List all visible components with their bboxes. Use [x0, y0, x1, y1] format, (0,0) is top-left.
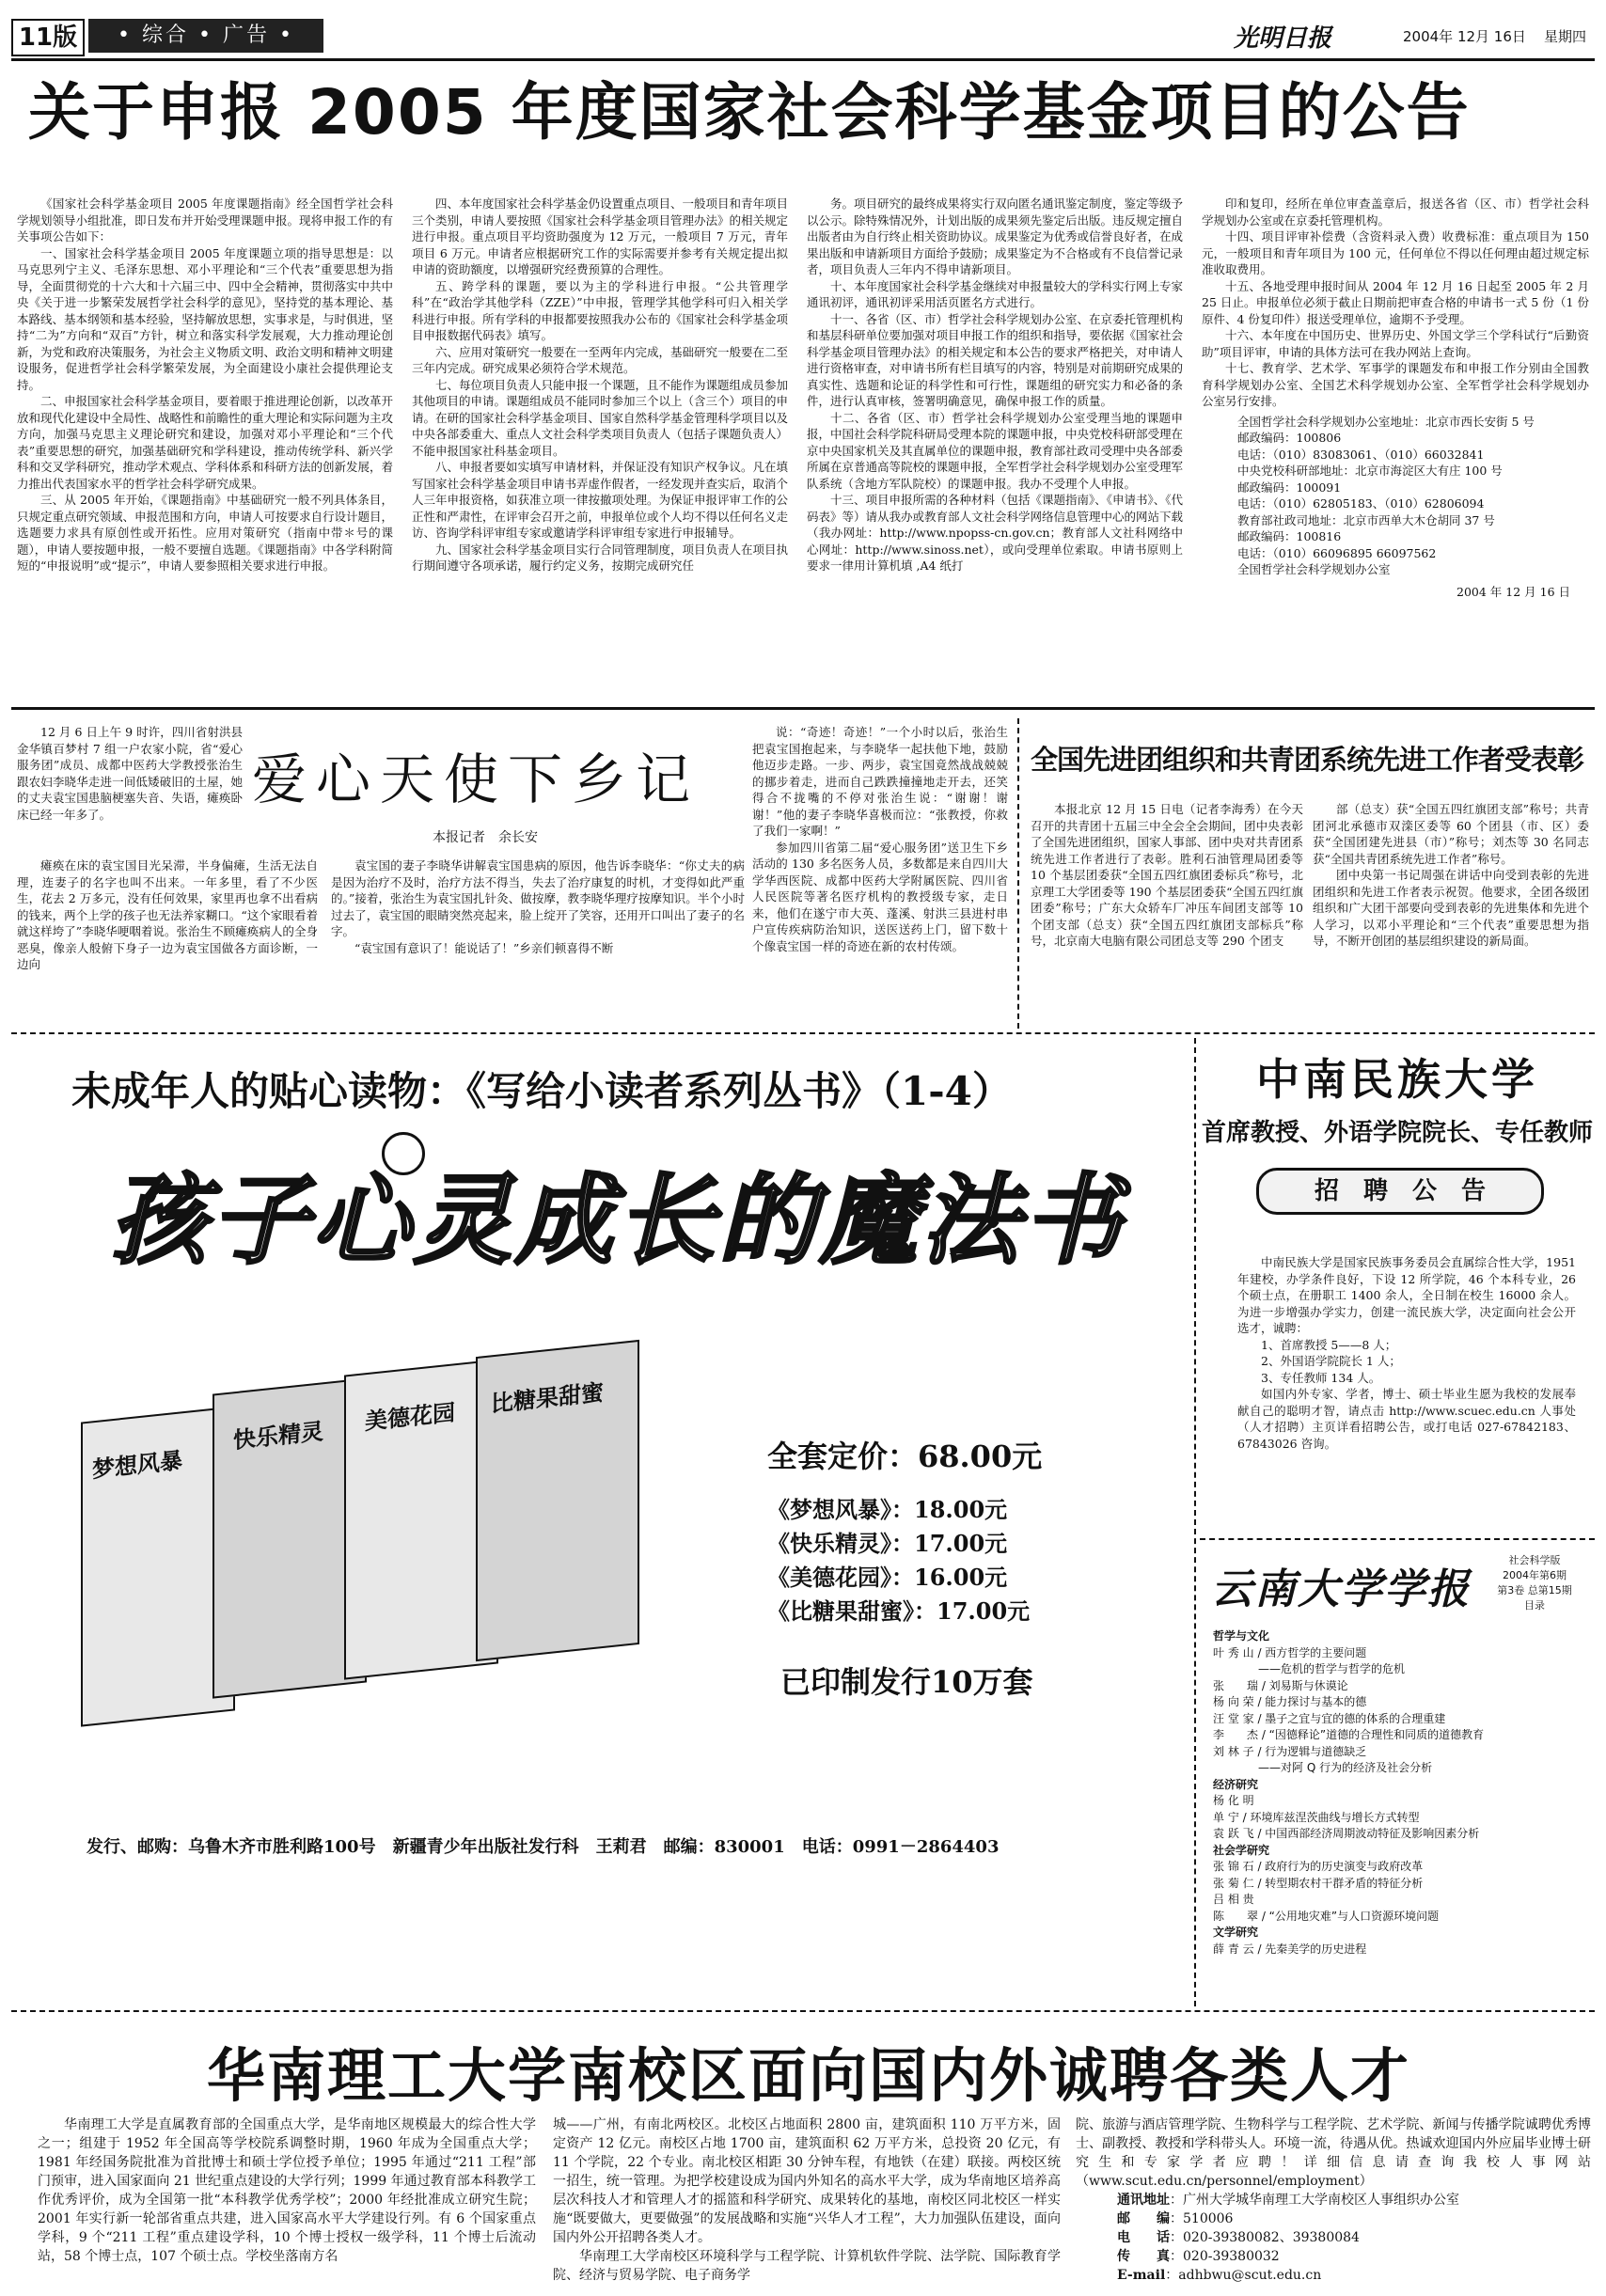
- story-column-1: [17, 724, 243, 856]
- book-cover-4: 比糖果甜蜜: [476, 1340, 639, 1661]
- notice-paragraph: 十七、教育学、艺术学、军事学的课题发布和申报工作分别由全国教育科学规划办公室、全国艺术科学规划办公室、全军哲学社会科学规划办公室另行安排。: [1202, 361, 1589, 408]
- book-price-2: 《快乐精灵》：17.00元: [767, 1530, 1008, 1557]
- muc-list-item: 2、外国语学院院长 1 人；: [1261, 1354, 1401, 1368]
- muc-list-item: 3、专任教师 134 人。: [1261, 1370, 1381, 1385]
- award-paragraph: 部（总支）获“全国五四红旗团支部”称号；共青团河北承德市双滦区委等 60 个团县（市、区）委获“全国团建先进县（市）”称号；刘杰等 30 名同志获“全国共青团系统先进工作者”称号。: [1313, 802, 1589, 866]
- yunnan-toc-line: 叶 秀 山 / 西方哲学的主要问题: [1213, 1645, 1367, 1659]
- book-cover-2: 快乐精灵: [213, 1377, 367, 1698]
- notice-paragraph: 印和复印，经所在单位审查盖章后，报送各省（区、市）哲学社会科学规划办公室或在京委托管理机构。: [1202, 197, 1589, 228]
- notice-contact-line: 邮政编码：100806: [1237, 431, 1342, 445]
- yunnan-toc-line: 刘 林 子 / 行为逻辑与道德缺乏: [1213, 1744, 1367, 1758]
- story-column-1b: [17, 857, 318, 1027]
- notice-paragraph: 十三、项目申报所需的各种材料（包括《课题指南》、《申请书》、《代码表》等）请从我办或教育部人文社会科学网络信息管理中心的网站下载（我办网址：http://www.npopss-cn.gov.cn；教育部人文社科网络中心网址：http://www.sinoss.net），或向受理单位索取。申请书原则上要求一律用计算机填 ,A4 纸打: [807, 493, 1183, 573]
- award-column-2: [1313, 801, 1589, 1027]
- notice-paragraph: 十二、各省（区、市）哲学社会科学规划办公室受理当地的课题申报，中国社会科学院科研局受理本院的课题申报，中央党校科研部受理在京中央国家机关及其直属单位的课题申报，教育部社政司受理中央各部委所属在京普通高等院校的课题申报，全军哲学社会科学规划办公室受理军队系统（含地方军队院校）的课题申报。我办不受理个人申报。: [807, 410, 1183, 491]
- notice-contacts: [1202, 414, 1589, 578]
- yunnan-ad: [1200, 1542, 1595, 2005]
- notice-paragraph: 十一、各省（区、市）哲学社会科学规划办公室、在京委托管理机构和基层科研单位要加强对项目申报工作的组织和指导，要依据《国家社会科学基金项目管理办法》的相关规定和本公告的要求严格把关，对申请人进行资格审查，对申请书所有栏目填写的内容，特别是对前期研究成果的真实性、选题和论证的科学性和可行性，课题组的研究实力和必备的条件，进行认真审核，签署明确意见，确保申报工作的质量。: [807, 311, 1183, 408]
- notice-paragraph: 九、国家社会科学基金项目实行合同管理制度，项目负责人在项目执行期间遵守各项承诺，履行约定义务，按期完成研究任: [412, 542, 788, 573]
- notice-column-3: [807, 196, 1183, 703]
- yunnan-toc-line: 吕 相 贵: [1213, 1893, 1254, 1906]
- book-price-4: 《比糖果甜蜜》：17.00元: [767, 1597, 1031, 1625]
- notice-contact-line: 邮政编码：100091: [1237, 480, 1342, 495]
- yunnan-toc-line: 杨 化 明: [1213, 1794, 1254, 1807]
- book-ad: [15, 1038, 1196, 2006]
- notice-contact-line: 中央党校科研部地址：北京市海淀区大有庄 100 号: [1237, 464, 1503, 478]
- story-paragraph: 参加四川省第二届“爱心服务团”送卫生下乡活动的 130 多名医务人员，多数都是来自四川大学华西医院、成都中医药大学附属医院、四川省人民医院等著名医疗机构的教授级专家，走日来，他们在遂宁市大英、蓬溪、射洪三县进村串户宣传疾病防治知识，送医送药上门，留下数十个像袁宝国一样的奇迹在新的农村传颂。: [752, 840, 1008, 953]
- notice-contact-line: 教育部社政司地址：北京市西单大木仓胡同 37 号: [1237, 512, 1495, 527]
- yunnan-toc-line: 张 瑞 / 刘易斯与休谟论: [1213, 1678, 1348, 1692]
- muc-subtitle: 首席教授、外语学院院长、专任教师: [1201, 1119, 1593, 1147]
- yunnan-toc-line: 张 菊 仁 / 转型期农村干群矛盾的特征分析: [1213, 1876, 1424, 1890]
- yunnan-toc-line: 袁 跃 飞 / 中国西部经济周期波动特征及影响因素分析: [1213, 1827, 1480, 1840]
- notice-title: 关于申报 2005 年度国家社会科学基金项目的公告: [28, 76, 1471, 149]
- issue-date: 2004年 12月 16日: [1403, 28, 1526, 45]
- notice-contact-line: 邮政编码：100816: [1237, 529, 1342, 543]
- yunnan-toc-line: 哲学与文化: [1213, 1629, 1270, 1643]
- notice-paragraph: 十六、本年度在中国历史、世界历史、外国文学三个学科试行“后勤资助”项目评审，申请的具体方法可在我办网站上查询。: [1202, 328, 1589, 359]
- notice-paragraph: 四、本年度国家社会科学基金仍设置重点项目、一般项目和青年项目三个类别，申请人要按照《国家社会科学基金项目管理办法》的相关规定进行申报。重点项目平均资助强度为 12 万元，一般项目 7 万元，青年项目 6 万元。申请者应根据研究工作的实际需要并参考有关规定提出拟申请的资助额度，以增强研究经费预算的合理性。: [412, 197, 788, 276]
- book-ad-price-list: [767, 1493, 1030, 1628]
- notice-column-4: [1202, 196, 1589, 703]
- notice-paragraph: 十四、项目评审补偿费（含资料录入费）收费标准：重点项目为 150 元，一般项目和青年项目为 100 元，任何单位不得以任何理由超过规定标准收取费用。: [1202, 229, 1589, 276]
- notice-paragraph: 六、应用对策研究一般要在一至两年内完成，基础研究一般要在二至三年内完成。研究成果必须符合学术规范。: [412, 344, 788, 375]
- notice-paragraph: 七、每位项目负责人只能申报一个课题，且不能作为课题组成员参加其他项目的申请。课题组成员不能同时参加三个以上（含三个）项目的申请。在研的国家社会科学基金项目、国家自然科学基金管理科学项目以及中央各部委重大、重点人文社会科学类项目负责人（包括子课题负责人）不能申报国家社科基金项目。: [412, 377, 788, 458]
- scut-column-3: 院、旅游与酒店管理学院、生物科学与工程学院、艺术学院、新闻与传播学院诚聘优秀博士、副教授、教授和学科带头人。环境一流，待遇从优。热诚欢迎国内外应届毕业博士研究生和专家学者应聘！详细信息请查询我校人事网站（www.scut.edu.cn/personnel/employment） 通讯地址：广州大学城华南理工大学南校区人事组织办公室 邮 编：510006 电 话：020-39380082、39380084 传 真：020-39380032 E-mail：adhbwu@scut.edu.cn: [1076, 2117, 1591, 2283]
- notice-column-2: [412, 196, 788, 703]
- book-covers: [81, 1348, 683, 1734]
- notice-contact-line: 电话：（010）62805183、（010）62806094: [1237, 496, 1485, 511]
- scut-column-2: 城——广州，有南北两校区。北校区占地面积 2800 亩，建筑面积 110 万平方米，固定资产 12 亿元。南校区占地 1700 亩，建筑面积 62 万平方米，总投资 20 亿元，有 11 个学院，22 个专业。南北校区相距 30 分钟车程，有地铁（在建）联接。两校区统一招生，统一管理。为把学校建设成为国内外知名的高水平大学，成为华南地区培养高层次科技人才和管理人才的摇篮和科学研究、成果转化的基地，南校区同北校区一样实施“既要做大，更要做强”的发展战略和实施“兴华人才工程”，大力加强队伍建设，面向国内外公开招聘各类人才。 华南理工大学南校区环境科学与工程学院、计算机软件学院、法学院、国际教育学院、经济与贸易学院、电子商务学: [553, 2117, 1061, 2283]
- yunnan-meta: 社会科学版 2004年第6期 第3卷 总第15期 目录: [1497, 1554, 1572, 1612]
- scut-contact-fax: 传 真：020-39380032: [1117, 2249, 1280, 2264]
- notice-paragraph: 二、申报国家社会科学基金项目，要着眼于推进理论创新，以改革开放和现代化建设中全局性、战略性和前瞻性的重大理论和实际问题为主攻方向，加强马克思主义理论研究和建设，加强对邓小平理论和“三个代表”重要思想的研究，加强基础研究和学科建设，推动传统学科、新兴学科和交叉学科研究，推动学术观点、学科体系和科研方法的创新发展，着力推出代表国家水平的哲学社会科学研究成果。: [17, 394, 393, 491]
- muc-text: 中南民族大学是国家民族事务委员会直属综合性大学，1951 年建校，办学条件良好，下设 12 所学院，46 个本科专业，26 个硕士点，在册职工 1400 余人，全日制在校生 16000 余人。为进一步增强办学实力，创建一流民族大学，决定面向社会公开选才，诚聘： 1、首席教授 5——8 人； 2、外国语学院院长 1 人； 3、专任教师 134 人。 如国内外专家、学者，博士、硕士毕业生愿为我校的发展奉献自己的聪明才智，请点击 http://www.scuec.edu.cn 人事处（人才招聘）主页详看招聘公告，或打电话 027-67842183、67843026 咨询。: [1237, 1255, 1576, 1451]
- muc-name: 中南民族大学: [1256, 1054, 1538, 1105]
- notice-contact-line: 全国哲学社会科学规划办公室地址：北京市西长安街 5 号: [1237, 414, 1535, 429]
- book-ad-price-total: 全套定价：68.00元: [767, 1439, 1043, 1474]
- section-label: • 综合 • 广告 •: [88, 19, 323, 53]
- scut-contact-address: 通讯地址：广州大学城华南理工大学南校区人事组织办公室: [1117, 2193, 1459, 2208]
- award-paragraph: 团中央第一书记周强在讲话中向受到表彰的先进团组织和先进工作者表示祝贺。他要求，全团各级团组织和广大团干部要向受到表彰的先进集体和先进个人学习，以邓小平理论和“三个代表”重要思想为指导，不断开创团的基层组织建设的新局面。: [1313, 868, 1589, 948]
- book-ad-footer: 发行、邮购：乌鲁木齐市胜利路100号 新疆青少年出版社发行科 王莉君 邮编：830001 电话：0991－2864403: [87, 1837, 1000, 1857]
- story-column-3: [752, 724, 1008, 1027]
- muc-badge: 招 聘 公 告: [1256, 1168, 1544, 1215]
- notice-column-1: [17, 196, 393, 703]
- issue-weekday: 星期四: [1544, 28, 1587, 45]
- yunnan-toc-line: 薛 青 云 / 先秦美学的历史进程: [1213, 1942, 1367, 1956]
- notice-bottom-rule: [11, 707, 1595, 710]
- notice-paragraph: 八、申报者要如实填写申请材料，并保证没有知识产权争议。凡在填写国家社会科学基金项目申请书弄虚作假者，一经发现并查实后，取消个人三年申报资格，如获准立项一律按撤项处理。为保证申报评审工作的公正性和严肃性，在评审会召开之前，申报单位或个人均不得以任何名义走访、咨询学科评审组专家或邀请学科评审组专家进行申报辅导。: [412, 460, 788, 540]
- page-number: 11版: [11, 19, 85, 56]
- story-column-2: [331, 857, 745, 1027]
- yunnan-toc-line: 杨 向 荣 / 能力探讨与基本的德: [1213, 1695, 1367, 1708]
- page-header: [11, 13, 1595, 60]
- award-title: 全国先进团组织和共青团系统先进工作者受表彰: [1031, 744, 1584, 776]
- notice-contact-line: 电话：（010）83083061、（010）66032841: [1237, 447, 1485, 462]
- story-award-divider: [1017, 718, 1019, 1029]
- notice-paragraph: 务。项目研究的最终成果将实行双向匿名通讯鉴定制度，鉴定等级予以公示。除特殊情况外，计划出版的成果须先鉴定后出版。违反规定擅自出版者由为自行终止相关资助协议。成果鉴定为优秀或信誉良好者，在成果出版和申请新项目方面给予鼓励；成果鉴定为不合格或有不良信誉记录者，项目负责人三年内不得申请新项目。: [807, 197, 1183, 276]
- story-paragraph: 说：“奇迹！奇迹！”一个小时以后，张治生把袁宝国抱起来，与李晓华一起扶他下地，鼓励他迈步走路。一步、两步，袁宝国竟然战战兢兢的挪步着走，进而自己跌跌撞撞地走开去，还笑得合不拢嘴的不停对张治生说：“谢谢！谢谢！”他的妻子李晓华喜极而泣：“张教授，你救了我们一家啊！”: [752, 725, 1008, 838]
- yunnan-toc: [1213, 1628, 1585, 1958]
- yunnan-toc-line: ——对阿 Q 行为的经济及社会分析: [1213, 1761, 1433, 1774]
- notice-paragraph: 五、跨学科的课题，要以为主的学科进行申报。“公共管理学科”在“政治学其他学科（ZZE）”中申报，管理学其他学科可归入相关学科进行申报。所有学科的申报都要按照我办公布的《国家社会科学基金项目申报数据代码表》填写。: [412, 278, 788, 342]
- book-cover-1: 梦想风暴: [81, 1406, 235, 1726]
- ad-bottom-divider: [11, 2010, 1595, 2012]
- award-paragraph: 本报北京 12 月 15 日电（记者李海秀）在今天召开的共青团十五届三中全会全会期间，团中央表彰了全国先进团组织，国家人事部、团中央对共青团系统先进工作者进行了表彰。胜利石油管理局团委等 10 个基层团委获“全国五四红旗团委标兵”称号，北京理工大学团委等 190 个基层团委获“全国五四红旗团委”称号；广东大众轿车厂冲压车间团支部等 10 个团支部（总支）获“全国五四红旗团支部标兵”称号，北京南大电脑有限公司团总支等 290 个团支: [1031, 802, 1303, 948]
- scut-column-1: 华南理工大学是直属教育部的全国重点大学，是华南地区规模最大的综合性大学之一；组建于 1952 年全国高等学校院系调整时期，1960 年成为全国重点大学；1981 年经国务院批准为首批博士和硕士学位授予单位；1995 年通过“211 工程”部门预审，进入国家面向 21 世纪重点建设的大学行列；1999 年通过教育部本科教学工作优秀评价，成为全国第一批“本科教学优秀学校”；2000 年经批准成立研究生院；2001 年实行新一轮部省重点共建，进入国家高水平大学建设行列。有 6 个国家重点学科，9 个“211 工程”重点建设学科，10 个博士授权一级学科，11 个博士后流动站，58 个博士点，107 个硕士点。学校坐落南方名: [38, 2117, 536, 2264]
- book-ad-printed: 已印制发行10万套: [780, 1664, 1033, 1700]
- notice-contact-line: 电话：（010）66096895 66097562: [1237, 545, 1437, 560]
- notice-contact-line: 全国哲学社会科学规划办公室: [1237, 562, 1391, 576]
- notice-paragraph: 一、国家社会科学基金项目 2005 年度课题立项的指导思想是：以马克思列宁主义、毛泽东思想、邓小平理论和“三个代表”重要思想为指导，全面贯彻党的十六大和十六届三中、四中全会精神，贯彻落实中共中央《关于进一步繁荣发展哲学社会科学的意见》，坚持党的基本理论、基本路线、基本纲领和基本经验，坚持解放思想，实事求是，与时俱进，坚持“二为”方向和“双百”方针，树立和落实科学发展观，大力推动理论创新，为党和政府决策服务，为社会主义物质文明、政治文明和精神文明建设服务，促进哲学社会科学繁荣发展，为全面建设小康社会提供理论支持。: [17, 245, 393, 392]
- yunnan-toc-line: 社会学研究: [1213, 1843, 1270, 1857]
- story-paragraph: “袁宝国有意识了！能说话了！”乡亲们顿喜得不断: [354, 940, 614, 955]
- book-ad-art-title: 孩子心灵成长的魔法书: [109, 1162, 1126, 1278]
- notice-paragraph: 十五、各地受理申报时间从 2004 年 12 月 16 日起至 2005 年 2 月 25 日止。申报单位必须于截止日期前把审查合格的申请书一式 5 份（1 份原件、4 份复印件）报送受理单位，逾期不予受理。: [1202, 278, 1589, 326]
- notice-paragraph: 三、从 2005 年开始，《课题指南》中基础研究一般不列具体条目，只规定重点研究领域、申报范围和方向，申请人可按要求自行设计题目，选题要力求具有原创性或开拓性。应用对策研究（指南中带＊号的课题），申请人要按题申报，一般不要擅自选题。《课题指南》中各学科附简短的“申报说明”或“提示”，申请人要参照相关要求进行申报。: [17, 493, 393, 573]
- paper-name: 光明日报: [1234, 24, 1332, 53]
- muc-ad: [1200, 1030, 1595, 1540]
- story-title: 爱心天使下乡记: [252, 747, 701, 811]
- yunnan-toc-line: 单 宁 / 环境库兹涅茨曲线与增长方式转型: [1213, 1810, 1420, 1824]
- book-price-3: 《美德花园》：16.00元: [767, 1564, 1008, 1591]
- yunnan-toc-line: 文学研究: [1213, 1926, 1259, 1939]
- yunnan-toc-line: 陈 翠 / “公用地灾难”与人口资源环境问题: [1213, 1909, 1440, 1923]
- story-byline: 本报记者 余长安: [433, 830, 538, 845]
- scut-contact-zip: 邮 编：510006: [1117, 2211, 1234, 2226]
- scut-contact-tel: 电 话：020-39380082、39380084: [1117, 2230, 1360, 2245]
- yunnan-toc-line: 张 锦 石 / 政府行为的历史演变与政府改革: [1213, 1860, 1424, 1873]
- book-cover-3: 美德花园: [344, 1359, 498, 1679]
- notice-paragraph: 《国家社会科学基金项目 2005 年度课题指南》经全国哲学社会科学规划领导小组批准，即日发布并开始受理课题申报。现将申报工作的有关事项公告如下：: [17, 197, 393, 244]
- yunnan-toc-line: 经济研究: [1213, 1777, 1259, 1791]
- notice-date: 2004 年 12 月 16 日: [1456, 584, 1570, 599]
- book-price-1: 《梦想风暴》：18.00元: [767, 1496, 1008, 1523]
- muc-list-item: 1、首席教授 5——8 人；: [1261, 1337, 1397, 1352]
- award-column-1: [1031, 801, 1303, 1027]
- yunnan-toc-line: 李 杰 / “因德释论”道德的合理性和同质的道德教育: [1213, 1728, 1485, 1741]
- yunnan-toc-line: 汪 堂 家 / 墨子之宜与宜的德的体系的合理重建: [1213, 1711, 1446, 1725]
- scut-contact-email: E-mail：adhbwu@scut.edu.cn: [1117, 2268, 1322, 2283]
- scut-title: 华南理工大学南校区面向国内外诚聘各类人才: [206, 2041, 1410, 2110]
- header-rule: [11, 58, 1595, 61]
- yunnan-toc-line: ——危机的哲学与哲学的危机: [1213, 1662, 1406, 1675]
- story-paragraph: 12 月 6 日上午 9 时许，四川省射洪县金华镇百梦村 7 组一户农家小院，省“爱心服务团”成员、成都中医药大学教授张治生跟农妇李晓华走进一间低矮破旧的土屋，她的丈夫袁宝国患脑梗塞失音、失语，瘫痪卧床已经一年多了。: [17, 725, 243, 822]
- yunnan-name: 云南大学学报: [1211, 1565, 1471, 1613]
- story-paragraph: 袁宝国的妻子李晓华讲解袁宝国患病的原因，他告诉李晓华：“你丈夫的病是因为治疗不及时，治疗方法不得当，失去了治疗康复的时机，才变得如此严重的。”接着，张治生为袁宝国扎针灸、做按摩，教李晓华理疗按摩知识。半个小时过去了，袁宝国的眼睛突然亮起来，脸上绽开了笑容，还用开口叫出了妻子的名字。: [331, 858, 745, 938]
- notice-paragraph: 十、本年度国家社会科学基金继续对申报量较大的学科实行网上专家通讯初评，通讯初评采用活页匿名方式进行。: [807, 278, 1183, 309]
- story-paragraph: 瘫痪在床的袁宝国目光呆滞，半身偏瘫，生活无法自理，连妻子的名字也叫不出来。一年多里，看了不少医生，花去 2 万多元，没有任何效果，家里再也拿不出看病的钱来，两个上学的孩子也无法养家糊口。“这个家眼看着就这样垮了”李晓华哽咽着说。张治生不顾瘫痪病人的全身恶臭，像亲人般俯下身子一边为袁宝国做各方面诊断，一边向: [17, 858, 318, 971]
- snail-icon: [382, 1132, 425, 1175]
- book-ad-headline: 未成年人的贴心读物：《写给小读者系列丛书》（1-4）: [71, 1068, 1012, 1114]
